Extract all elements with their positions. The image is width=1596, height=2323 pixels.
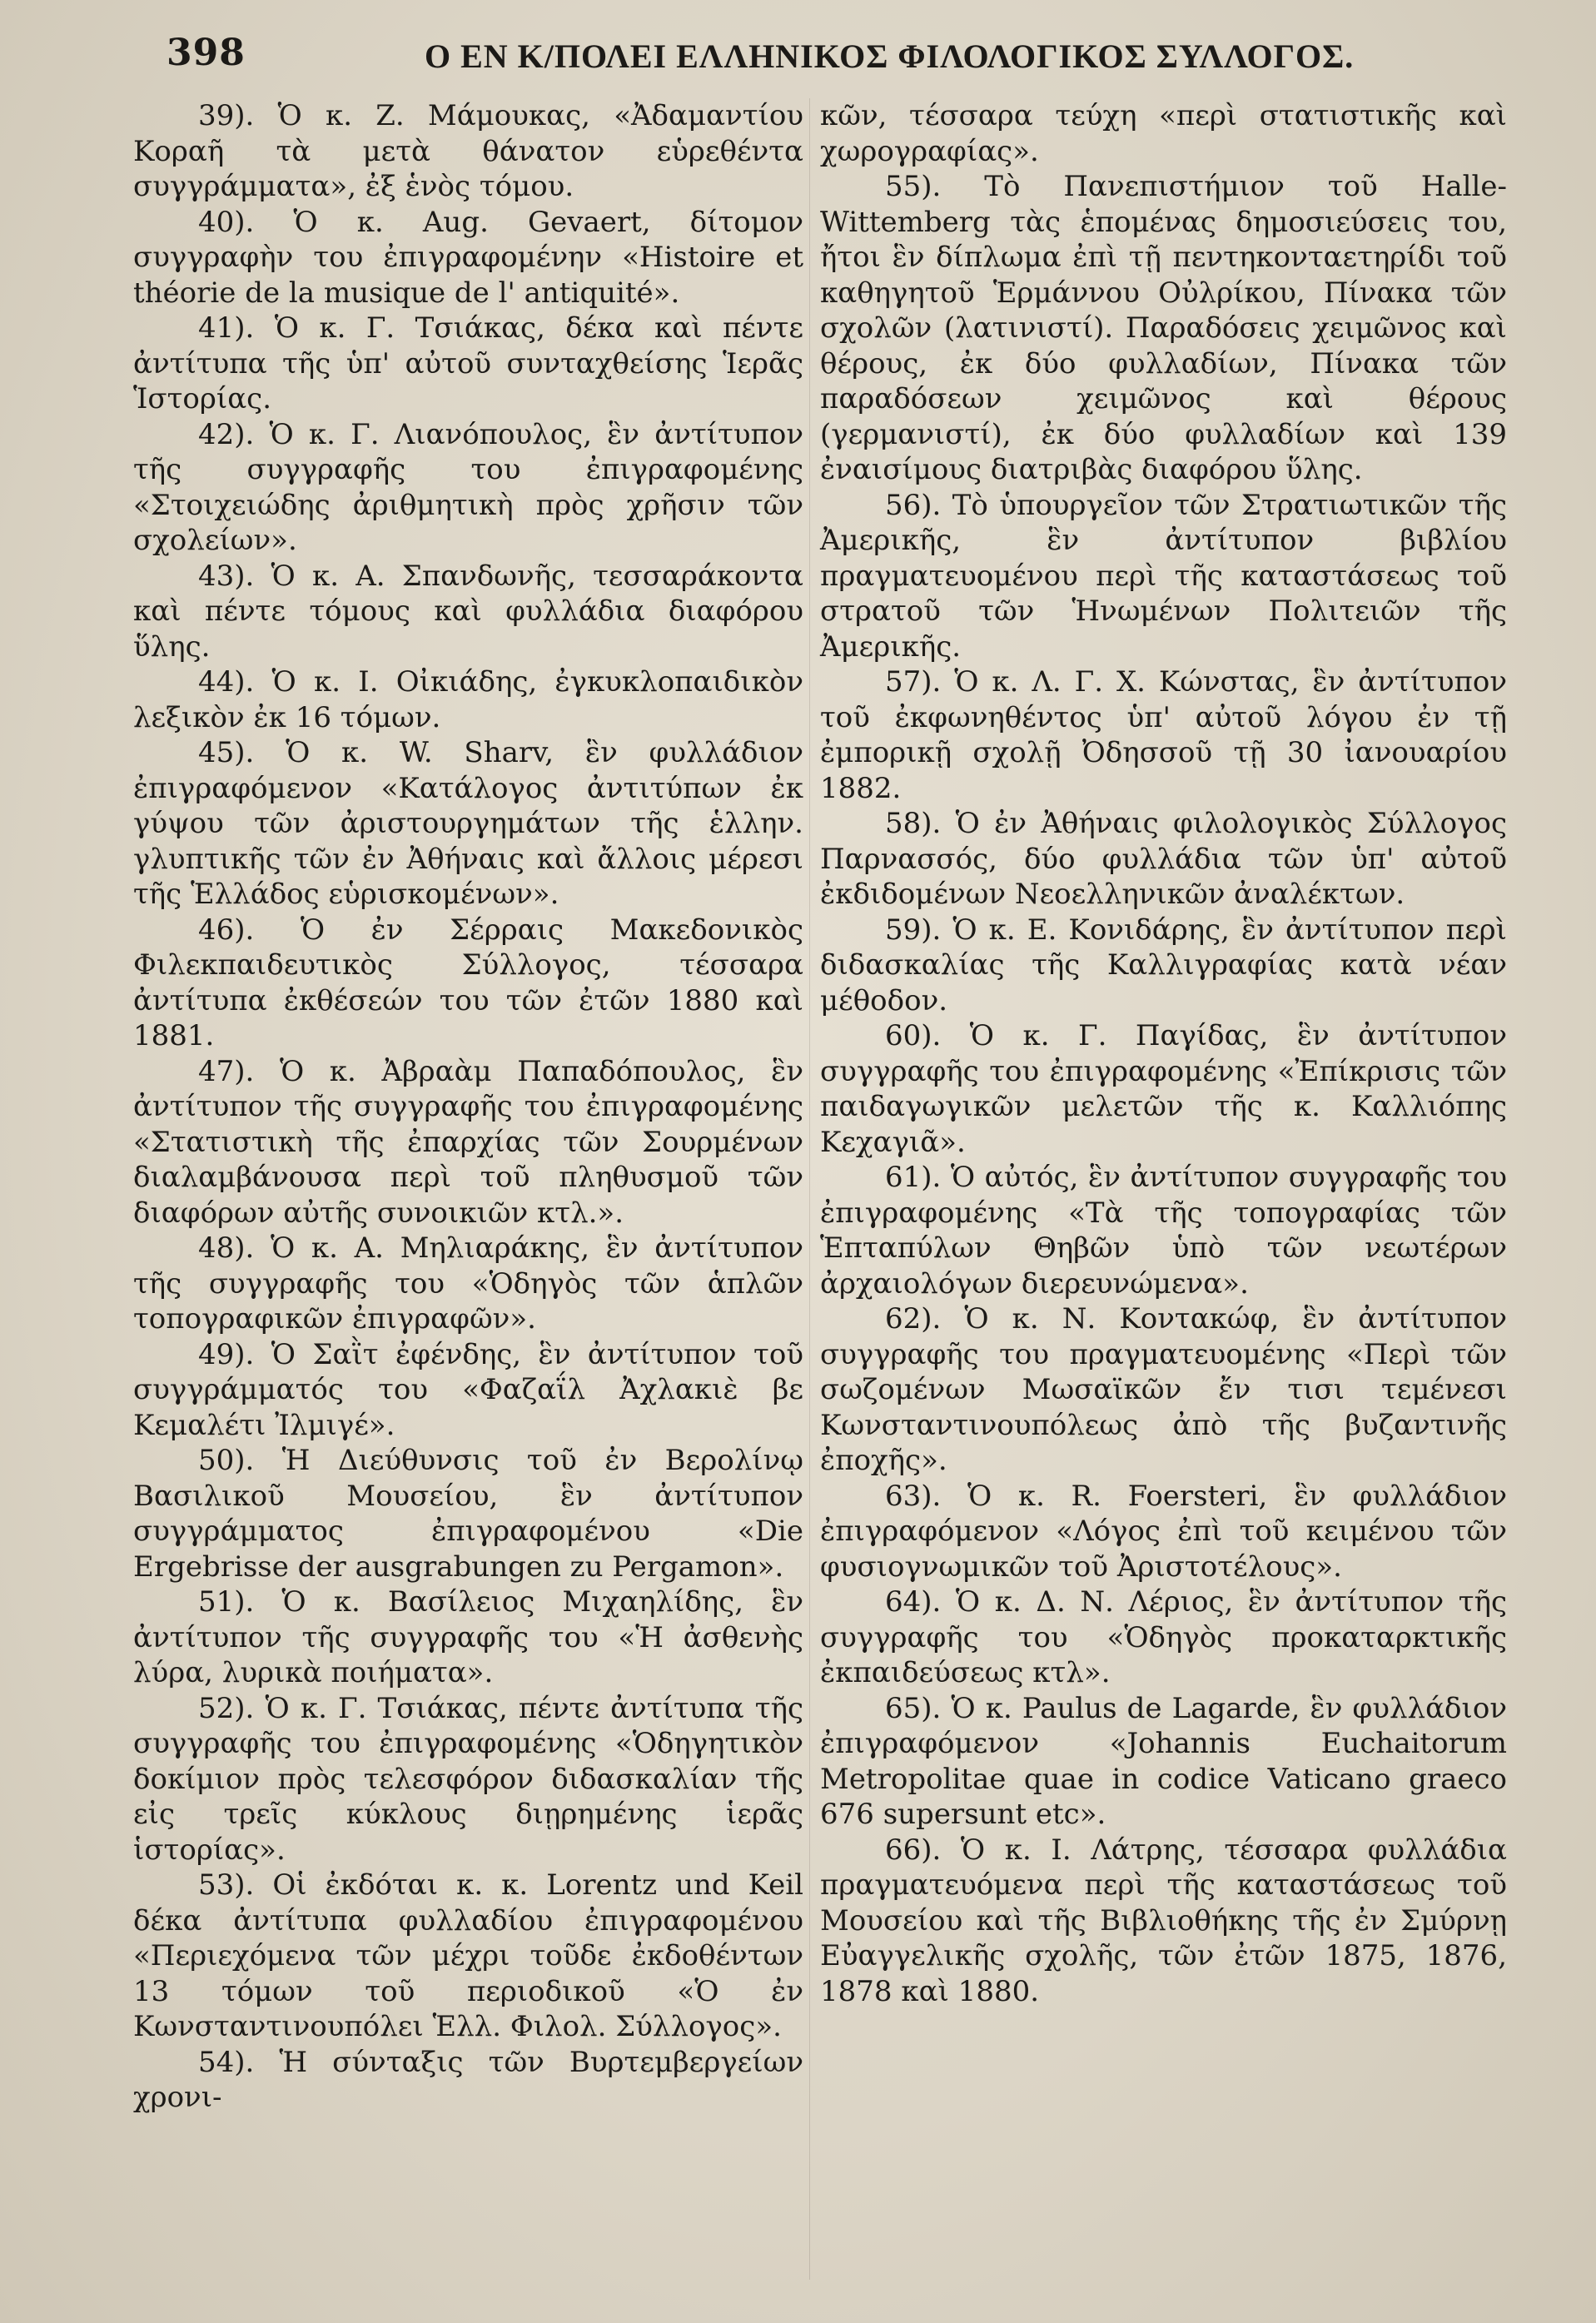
entry-49: 49). Ὁ Σαῒτ ἐφένδης, ἓν ἀντίτυπον τοῦ συγγράμματός του «Φαζαΐλ Ἀχλακιὲ βε Κεμαλέτι Ἰλμιγέ». [133, 1337, 803, 1442]
entry-64: 64). Ὁ κ. Δ. Ν. Λέριος, ἓν ἀντίτυπον τῆς συγγραφῆς του «Ὁδηγὸς προκαταρκτικῆς ἐκπαιδεύσεως κτλ». [820, 1585, 1507, 1689]
entry-43: 43). Ὁ κ. Α. Σπανδωνῆς, τεσσαράκοντα καὶ πέντε τόμους καὶ φυλλάδια διαφόρου ὕλης. [133, 559, 803, 664]
entry-40: 40). Ὁ κ. Aug. Gevaert, δίτομον συγγραφὴν του ἐπιγραφομένην «Histoire et théorie de la musique de l' antiquité». [133, 205, 803, 310]
running-head: Ο ΕΝ Κ/ΠΟΛΕΙ ΕΛΛΗΝΙΚΟΣ ΦΙΛΟΛΟΓΙΚΟΣ ΣΥΛΛΟΓΟΣ. [425, 37, 1355, 75]
entry-62: 62). Ὁ κ. Ν. Κοντακώφ, ἓν ἀντίτυπον συγγραφῆς του πραγματευομένης «Περὶ τῶν σωζομένων Μωσαϊκῶν ἔν τισι τεμένεσι Κωνσταντινουπόλεως ἀπὸ τῆς βυζαντινῆς ἐποχῆς». [820, 1302, 1507, 1477]
entry-59: 59). Ὁ κ. Ε. Κονιδάρης, ἓν ἀντίτυπον περὶ διδασκαλίας τῆς Καλλιγραφίας κατὰ νέαν μέθοδον. [820, 913, 1507, 1017]
entry-51: 51). Ὁ κ. Βασίλειος Μιχαηλίδης, ἓν ἀντίτυπον τῆς συγγραφῆς του «Ἡ ἀσθενὴς λύρα, λυρικὰ ποιήματα». [133, 1585, 803, 1689]
entry-55: 55). Τὸ Πανεπιστήμιον τοῦ Halle-Wittemberg τὰς ἑπομένας δημοσιεύσεις του, ἤτοι ἓν δίπλωμα ἐπὶ τῇ πεντηκονταετηρίδι τοῦ καθηγητοῦ Ἑρμάννου Οὐλρίκου, Πίνακα τῶν σχολῶν (λατινιστί). Παραδόσεις χειμῶνος καὶ θέρους, ἐκ δύο φυλλαδίων, Πίνακα τῶν παραδόσεων χειμῶνος καὶ θέρους (γερμανιστί), ἐκ δύο φυλλαδίων καὶ 139 ἐναισίμους διατριβὰς διαφόρου ὕλης. [820, 170, 1507, 486]
page-header [0, 23, 1596, 90]
entry-66: 66). Ὁ κ. Ι. Λάτρης, τέσσαρα φυλλάδια πραγματευόμενα περὶ τῆς καταστάσεως τοῦ Μουσείου καὶ τῆς Βιβλιοθήκης τῆς ἐν Σμύρνῃ Εὐαγγελικῆς σχολῆς, τῶν ἐτῶν 1875, 1876, 1878 καὶ 1880. [820, 1833, 1507, 2008]
entry-42: 42). Ὁ κ. Γ. Λιανόπουλος, ἓν ἀντίτυπον τῆς συγγραφῆς του ἐπιγραφομένης «Στοιχειώδης ἀριθμητικὴ πρὸς χρῆσιν τῶν σχολείων». [133, 417, 803, 557]
entry-48: 48). Ὁ κ. Α. Μηλιαράκης, ἓν ἀντίτυπον τῆς συγγραφῆς του «Ὁδηγὸς τῶν ἁπλῶν τοπογραφικῶν ἐπιγραφῶν». [133, 1231, 803, 1336]
page-number: 398 [167, 32, 246, 74]
entry-53: 53). Οἱ ἐκδόται κ. κ. Lorentz und Keil δέκα ἀντίτυπα φυλλαδίου ἐπιγραφομένου «Περιεχόμενα τῶν μέχρι τοῦδε ἐκδοθέντων 13 τόμων τοῦ περιοδικοῦ «Ὁ ἐν Κωνσταντινουπόλει Ἑλλ. Φιλολ. Σύλλογος». [133, 1868, 803, 2043]
entry-58: 58). Ὁ ἐν Ἀθήναις φιλολογικὸς Σύλλογος Παρνασσός, δύο φυλλάδια τῶν ὑπ' αὐτοῦ ἐκδιδομένων Νεοελληνικῶν ἀναλέκτων. [820, 807, 1507, 911]
entry-45: 45). Ὁ κ. W. Sharv, ἓν φυλλάδιον ἐπιγραφόμενον «Κατάλογος ἀντιτύπων ἐκ γύψου τῶν ἀριστουργημάτων τῆς ἑλλην. γλυπτικῆς τῶν ἐν Ἀθήναις καὶ ἄλλοις μέρεσι τῆς Ἑλλάδος εὑρισκομένων». [133, 736, 803, 911]
entry-44: 44). Ὁ κ. Ι. Οἰκιάδης, ἐγκυκλοπαιδικὸν λεξικὸν ἐκ 16 τόμων. [133, 665, 803, 734]
entry-54-continuation: κῶν, τέσσαρα τεύχη «περὶ στατιστικῆς καὶ χωρογραφίας». [820, 99, 1507, 168]
entry-52: 52). Ὁ κ. Γ. Τσιάκας, πέντε ἀντίτυπα τῆς συγγραφῆς του ἐπιγραφομένης «Ὁδηγητικὸν δοκίμιον πρὸς τελεσφόρον διδασκαλίαν τῆς εἰς τρεῖς κύκλους διῃρημένης ἱερᾶς ἱστορίας». [133, 1691, 803, 1867]
right-column [820, 98, 1507, 2009]
entry-57: 57). Ὁ κ. Λ. Γ. Χ. Κώνστας, ἓν ἀντίτυπον τοῦ ἐκφωνηθέντος ὑπ' αὐτοῦ λόγου ἐν τῇ ἐμπορικῇ σχολῇ Ὀδησσοῦ τῇ 30 ἰανουαρίου 1882. [820, 665, 1507, 805]
left-column [133, 98, 803, 2116]
entry-56: 56). Τὸ ὑπουργεῖον τῶν Στρατιωτικῶν τῆς Ἀμερικῆς, ἓν ἀντίτυπον βιβλίου πραγματευομένου περὶ τῆς καταστάσεως τοῦ στρατοῦ τῶν Ἡνωμένων Πολιτειῶν τῆς Ἀμερικῆς. [820, 488, 1507, 664]
entry-41: 41). Ὁ κ. Γ. Τσιάκας, δέκα καὶ πέντε ἀντίτυπα τῆς ὑπ' αὐτοῦ συνταχθείσης Ἱερᾶς Ἱστορίας. [133, 311, 803, 415]
entry-39: 39). Ὁ κ. Ζ. Μάμουκας, «Ἀδαμαντίου Κοραῆ τὰ μετὰ θάνατον εὑρεθέντα συγγράμματα», ἐξ ἑνὸς τόμου. [133, 99, 803, 203]
entry-47: 47). Ὁ κ. Ἀβραὰμ Παπαδόπουλος, ἓν ἀντίτυπον τῆς συγγραφῆς του ἐπιγραφομένης «Στατιστικὴ τῆς ἐπαρχίας τῶν Σουρμένων διαλαμβάνουσα περὶ τοῦ πληθυσμοῦ τῶν διαφόρων αὐτῆς συνοικιῶν κτλ.». [133, 1054, 803, 1230]
column-divider [809, 98, 810, 2280]
entry-54: 54). Ἡ σύνταξις τῶν Βυρτεμβεργείων χρονι- [133, 2045, 803, 2114]
entry-46: 46). Ὁ ἐν Σέρραις Μακεδονικὸς Φιλεκπαιδευτικὸς Σύλλογος, τέσσαρα ἀντίτυπα ἐκθέσεών του τῶν ἐτῶν 1880 καὶ 1881. [133, 913, 803, 1052]
entry-63: 63). Ὁ κ. R. Foersteri, ἓν φυλλάδιον ἐπιγραφόμενον «Λόγος ἐπὶ τοῦ κειμένου τῶν φυσιογνωμικῶν τοῦ Ἀριστοτέλους». [820, 1479, 1507, 1584]
entry-60: 60). Ὁ κ. Γ. Παγίδας, ἓν ἀντίτυπον συγγραφῆς του ἐπιγραφομένης «Ἐπίκρισις τῶν παιδαγωγικῶν μελετῶν τῆς κ. Καλλιόπης Κεχαγιᾶ». [820, 1019, 1507, 1159]
entry-65: 65). Ὁ κ. Paulus de Lagarde, ἓν φυλλάδιον ἐπιγραφόμενον «Johannis Euchaitorum Metropolitae quae in codice Vaticano graeco 676 supersunt etc». [820, 1691, 1507, 1831]
entry-61: 61). Ὁ αὐτός, ἓν ἀντίτυπον συγγραφῆς του ἐπιγραφομένης «Τὰ τῆς τοπογραφίας τῶν Ἑπταπύλων Θηβῶν ὑπὸ τῶν νεωτέρων ἀρχαιολόγων διερευνώμενα». [820, 1161, 1507, 1301]
entry-50: 50). Ἡ Διεύθυνσις τοῦ ἐν Βερολίνῳ Βασιλικοῦ Μουσείου, ἓν ἀντίτυπον συγγράμματος ἐπιγραφομένου «Die Ergebrisse der ausgrabungen zu Pergamon». [133, 1444, 803, 1584]
